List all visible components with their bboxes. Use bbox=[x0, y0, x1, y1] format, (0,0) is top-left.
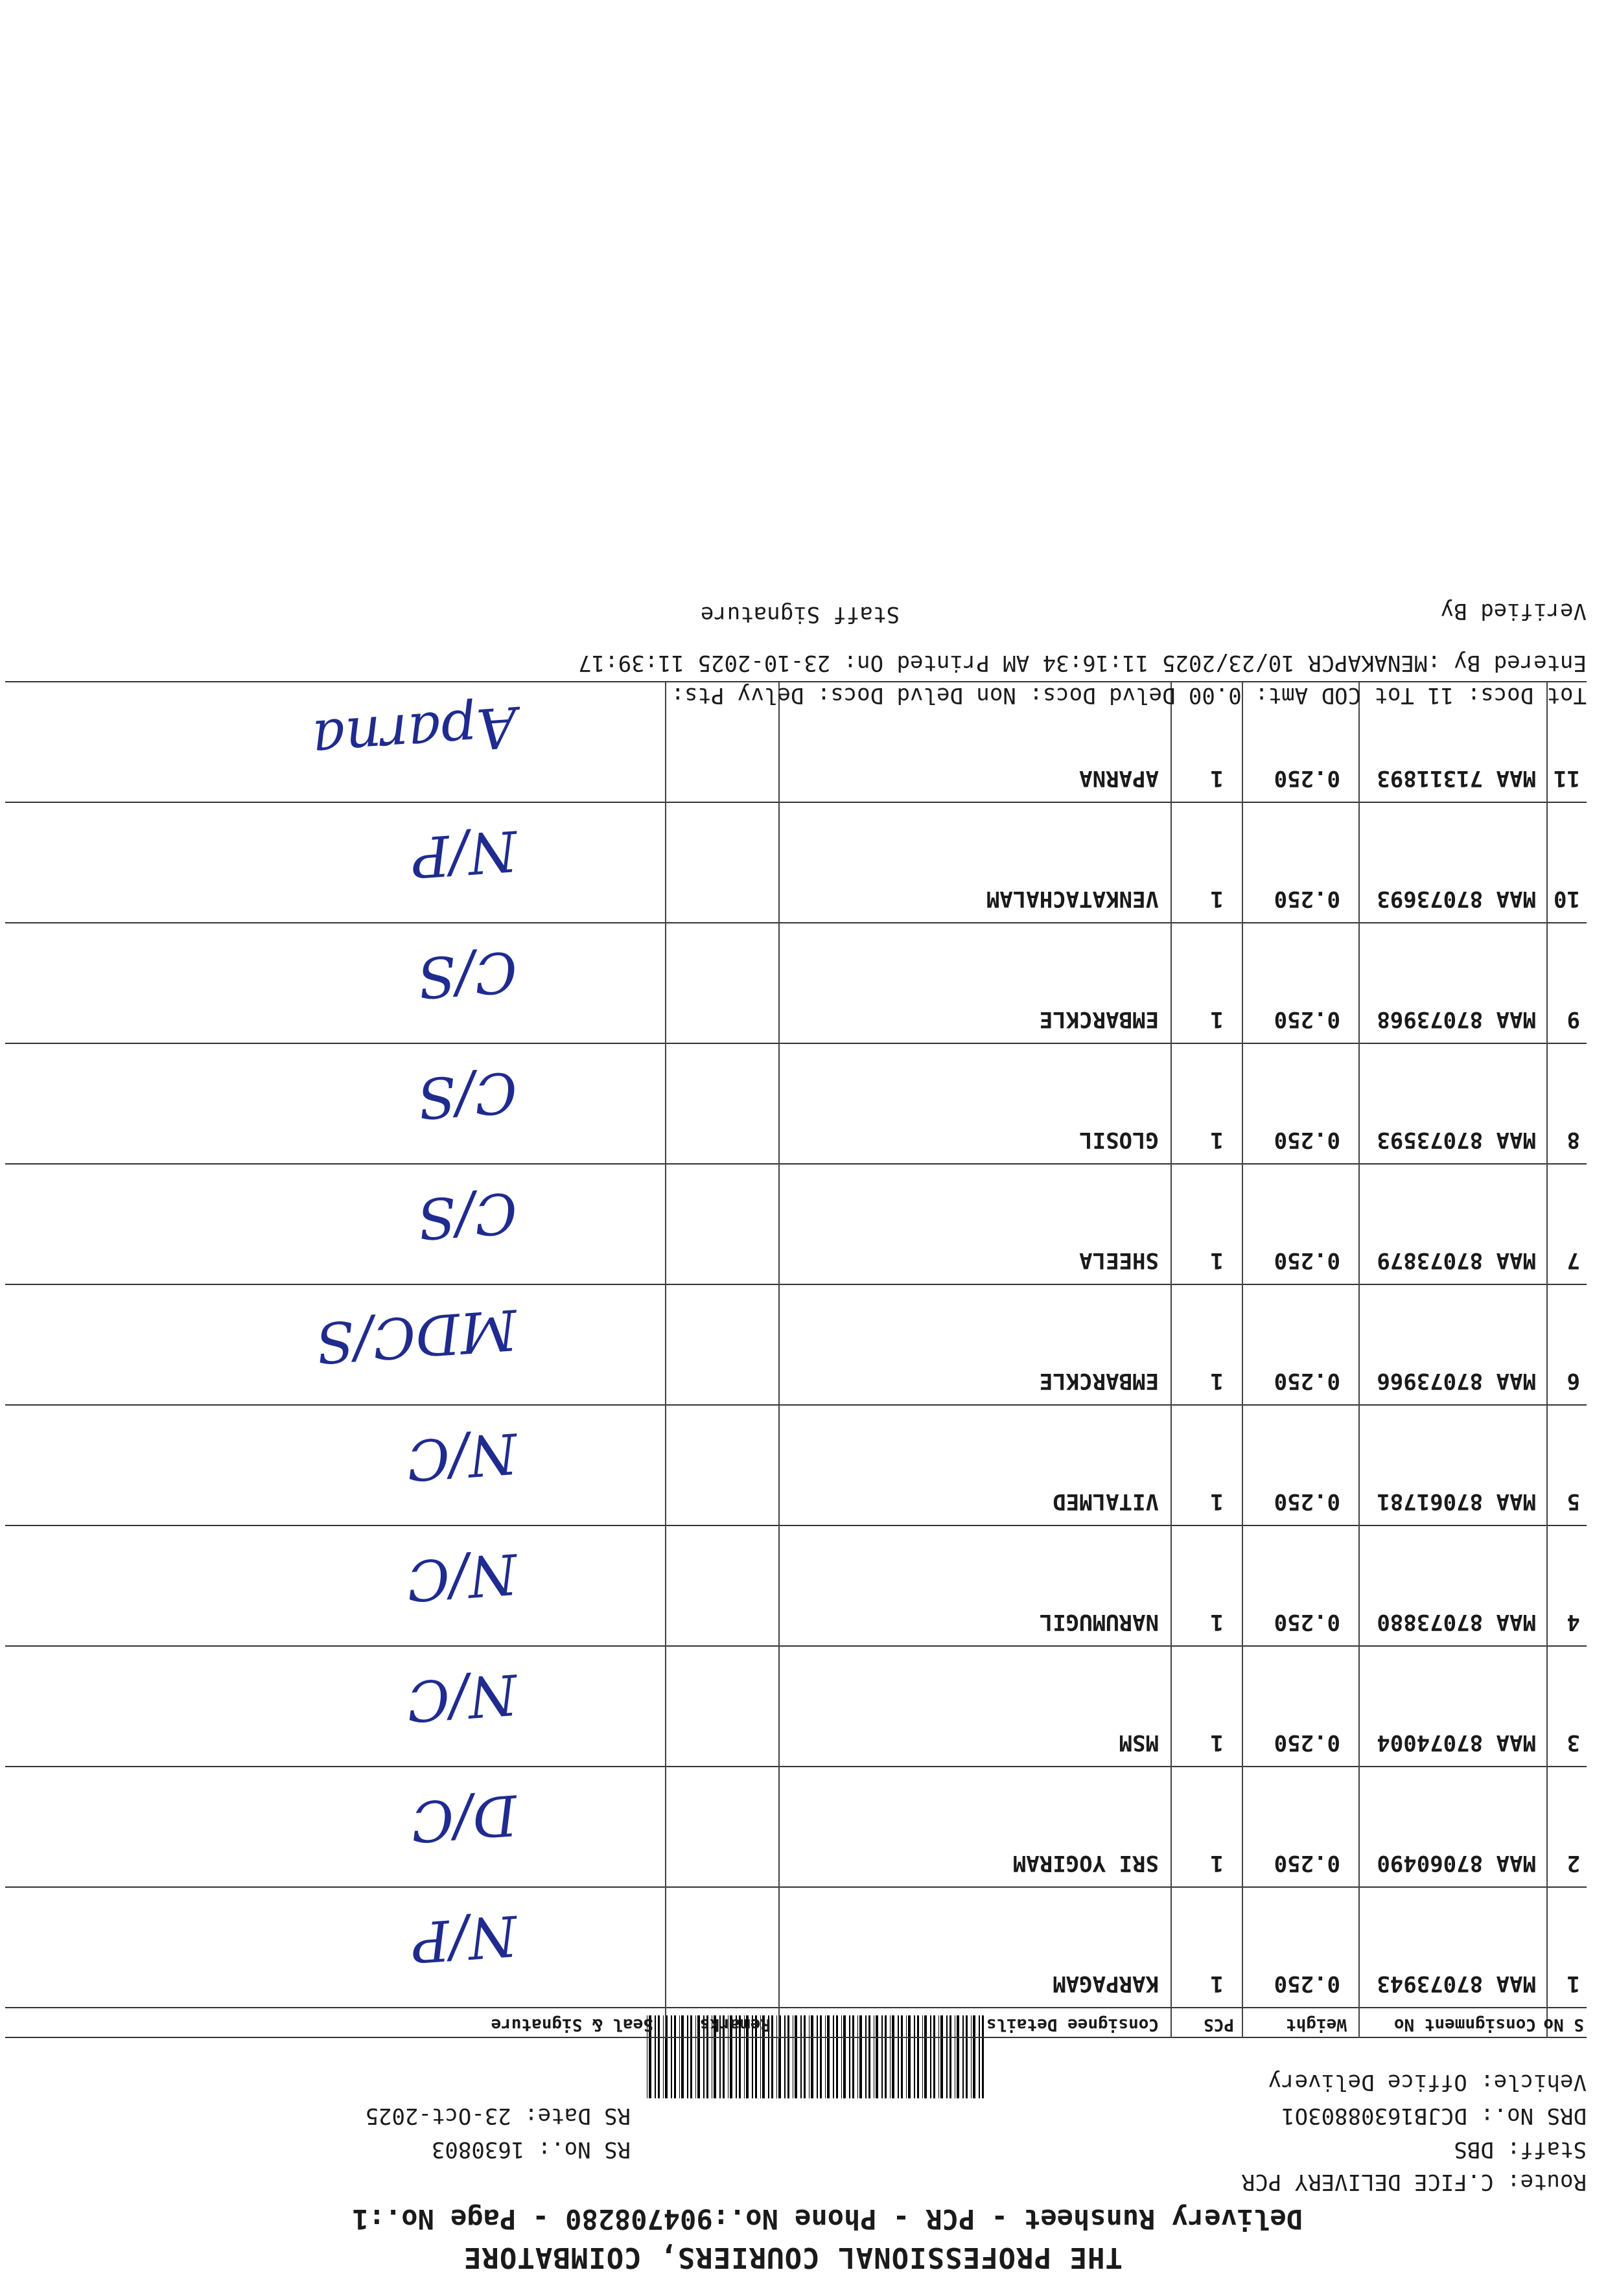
vehicle-line: Vehicle: Office Delivery bbox=[1268, 2069, 1587, 2095]
row-divider bbox=[5, 1043, 1587, 1044]
header-remarks: Remarks bbox=[699, 2015, 771, 2034]
company-title: THE PROFESSIONAL COURIERS, COIMBATORE bbox=[463, 2241, 1123, 2274]
row-consignment-no: MAA 87073966 bbox=[1377, 1368, 1536, 1394]
row-divider bbox=[5, 1284, 1587, 1285]
column-divider bbox=[778, 682, 780, 2038]
row-divider bbox=[5, 1404, 1587, 1406]
row-weight: 0.250 bbox=[1274, 1850, 1340, 1876]
rs-number: RS No.: 1630803 bbox=[431, 2137, 631, 2163]
row-consignee: SRI YOGIRAM bbox=[1012, 1850, 1159, 1876]
handwritten-signature: N/C bbox=[404, 1540, 520, 1613]
row-sno: 2 bbox=[1567, 1850, 1580, 1876]
handwritten-signature: N/C bbox=[404, 1420, 520, 1492]
staff-signature-label: Staff Signature bbox=[700, 601, 900, 627]
row-weight: 0.250 bbox=[1274, 765, 1340, 791]
row-divider bbox=[5, 1645, 1587, 1647]
row-pcs: 1 bbox=[1210, 1971, 1224, 1997]
row-divider bbox=[5, 1525, 1587, 1526]
column-divider bbox=[1546, 682, 1548, 2038]
row-consignee: NARUMUGIL bbox=[1039, 1609, 1159, 1635]
row-pcs: 1 bbox=[1210, 1006, 1224, 1032]
header-pcs: PCS bbox=[1204, 2015, 1234, 2034]
handwritten-signature: Aparna bbox=[310, 693, 520, 772]
row-weight: 0.250 bbox=[1274, 1489, 1340, 1514]
handwritten-signature: C/S bbox=[415, 1179, 520, 1251]
handwritten-signature: D/C bbox=[408, 1781, 520, 1854]
row-pcs: 1 bbox=[1210, 1609, 1224, 1635]
drs-number: DRS No.: DCJB16308803O1 bbox=[1281, 2103, 1587, 2129]
row-sno: 10 bbox=[1554, 886, 1580, 912]
header-consignee: Consignee Details bbox=[986, 2015, 1159, 2034]
row-weight: 0.250 bbox=[1274, 1127, 1340, 1153]
row-weight: 0.250 bbox=[1274, 1730, 1340, 1756]
handwritten-signature: N/C bbox=[404, 1661, 520, 1734]
rs-date: RS Date: 23-Oct-2025 bbox=[365, 2103, 631, 2129]
row-divider bbox=[5, 1766, 1587, 1767]
row-consignee: VITALMED bbox=[1053, 1489, 1159, 1514]
row-weight: 0.250 bbox=[1274, 1368, 1340, 1394]
handwritten-signature: N/P bbox=[410, 1902, 520, 1975]
row-consignment-no: MAA 87060490 bbox=[1377, 1850, 1536, 1876]
handwritten-signature: C/S bbox=[415, 938, 520, 1010]
row-consignee: KARPAGAM bbox=[1053, 1971, 1159, 1997]
row-pcs: 1 bbox=[1210, 1850, 1224, 1876]
row-consignment-no: MAA 87073880 bbox=[1377, 1609, 1536, 1635]
column-divider bbox=[665, 682, 666, 2038]
row-pcs: 1 bbox=[1210, 1489, 1224, 1514]
handwritten-signature: N/P bbox=[410, 817, 520, 890]
row-pcs: 1 bbox=[1210, 1368, 1224, 1394]
row-weight: 0.250 bbox=[1274, 1247, 1340, 1273]
table-top-border bbox=[5, 2037, 1587, 2038]
handwritten-signature: MDC/S bbox=[314, 1296, 520, 1375]
row-pcs: 1 bbox=[1210, 1730, 1224, 1756]
row-consignment-no: MAA 87073879 bbox=[1377, 1247, 1536, 1273]
row-sno: 6 bbox=[1567, 1368, 1580, 1394]
staff-line: Staff: DBS bbox=[1454, 2137, 1587, 2163]
row-weight: 0.250 bbox=[1274, 1006, 1340, 1032]
row-consignee: EMBARCKLE bbox=[1039, 1006, 1159, 1032]
row-consignee: APARNA bbox=[1079, 765, 1159, 791]
column-divider bbox=[1171, 682, 1172, 2038]
runsheet-table bbox=[5, 682, 1587, 2038]
row-consignment-no: MAA 87073943 bbox=[1377, 1971, 1536, 1997]
row-sno: 11 bbox=[1554, 765, 1580, 791]
row-consignment-no: MAA 87073968 bbox=[1377, 1006, 1536, 1032]
row-weight: 0.250 bbox=[1274, 1609, 1340, 1635]
header-consignment: Consignment No bbox=[1393, 2015, 1536, 2034]
row-sno: 1 bbox=[1567, 1971, 1580, 1997]
row-consignment-no: MAA 87061781 bbox=[1377, 1489, 1536, 1514]
column-divider bbox=[1358, 682, 1360, 2038]
table-header-border bbox=[5, 2007, 1587, 2008]
row-consignment-no: MAA 87073693 bbox=[1377, 886, 1536, 912]
row-weight: 0.250 bbox=[1274, 886, 1340, 912]
row-consignee: VENKATACHALAM bbox=[986, 886, 1159, 912]
row-pcs: 1 bbox=[1210, 765, 1224, 791]
row-pcs: 1 bbox=[1210, 1127, 1224, 1153]
row-consignment-no: MAA 87073593 bbox=[1377, 1127, 1536, 1153]
header-weight: Weight bbox=[1286, 2015, 1347, 2034]
row-sno: 4 bbox=[1567, 1609, 1580, 1635]
handwritten-signature: C/S bbox=[415, 1058, 520, 1131]
row-sno: 3 bbox=[1567, 1730, 1580, 1756]
header-sno: S No bbox=[1543, 2015, 1584, 2034]
row-consignee: SHEELA bbox=[1079, 1247, 1159, 1273]
row-pcs: 1 bbox=[1210, 886, 1224, 912]
verified-by-label: Verified By bbox=[1440, 598, 1587, 624]
row-sno: 9 bbox=[1567, 1006, 1580, 1032]
row-consignment-no: MAA 87074004 bbox=[1377, 1730, 1536, 1756]
totals-line: Tot Docs: 11 Tot COD Amt: 0.00 Delvd Docs: Non Delvd Docs: Delvy Pts: bbox=[671, 682, 1587, 708]
row-divider bbox=[5, 802, 1587, 803]
row-divider bbox=[5, 1163, 1587, 1165]
row-sno: 7 bbox=[1567, 1247, 1580, 1273]
row-pcs: 1 bbox=[1210, 1247, 1224, 1273]
row-consignment-no: MAA 71311893 bbox=[1377, 765, 1536, 791]
entered-by-line: Entered By :MENAKAPCR 10/23/2025 11:16:34 AM Printed On: 23-10-2025 11:39:17 bbox=[578, 650, 1587, 676]
row-divider bbox=[5, 1886, 1587, 1888]
row-consignee: GLOSIL bbox=[1079, 1127, 1159, 1153]
runsheet-subtitle: Delivery Runsheet - PCR - Phone No.:904708280 - Page No.:1 bbox=[352, 2203, 1303, 2235]
row-consignee: EMBARCKLE bbox=[1039, 1368, 1159, 1394]
row-sno: 8 bbox=[1567, 1127, 1580, 1153]
row-sno: 5 bbox=[1567, 1489, 1580, 1514]
row-divider bbox=[5, 922, 1587, 923]
column-divider bbox=[1242, 682, 1243, 2038]
header-signature: Seal & Signature bbox=[491, 2015, 653, 2034]
row-weight: 0.250 bbox=[1274, 1971, 1340, 1997]
row-consignee: MSM bbox=[1119, 1730, 1159, 1756]
route-line: Route: C.FICE DELIVERY PCR bbox=[1241, 2169, 1587, 2195]
